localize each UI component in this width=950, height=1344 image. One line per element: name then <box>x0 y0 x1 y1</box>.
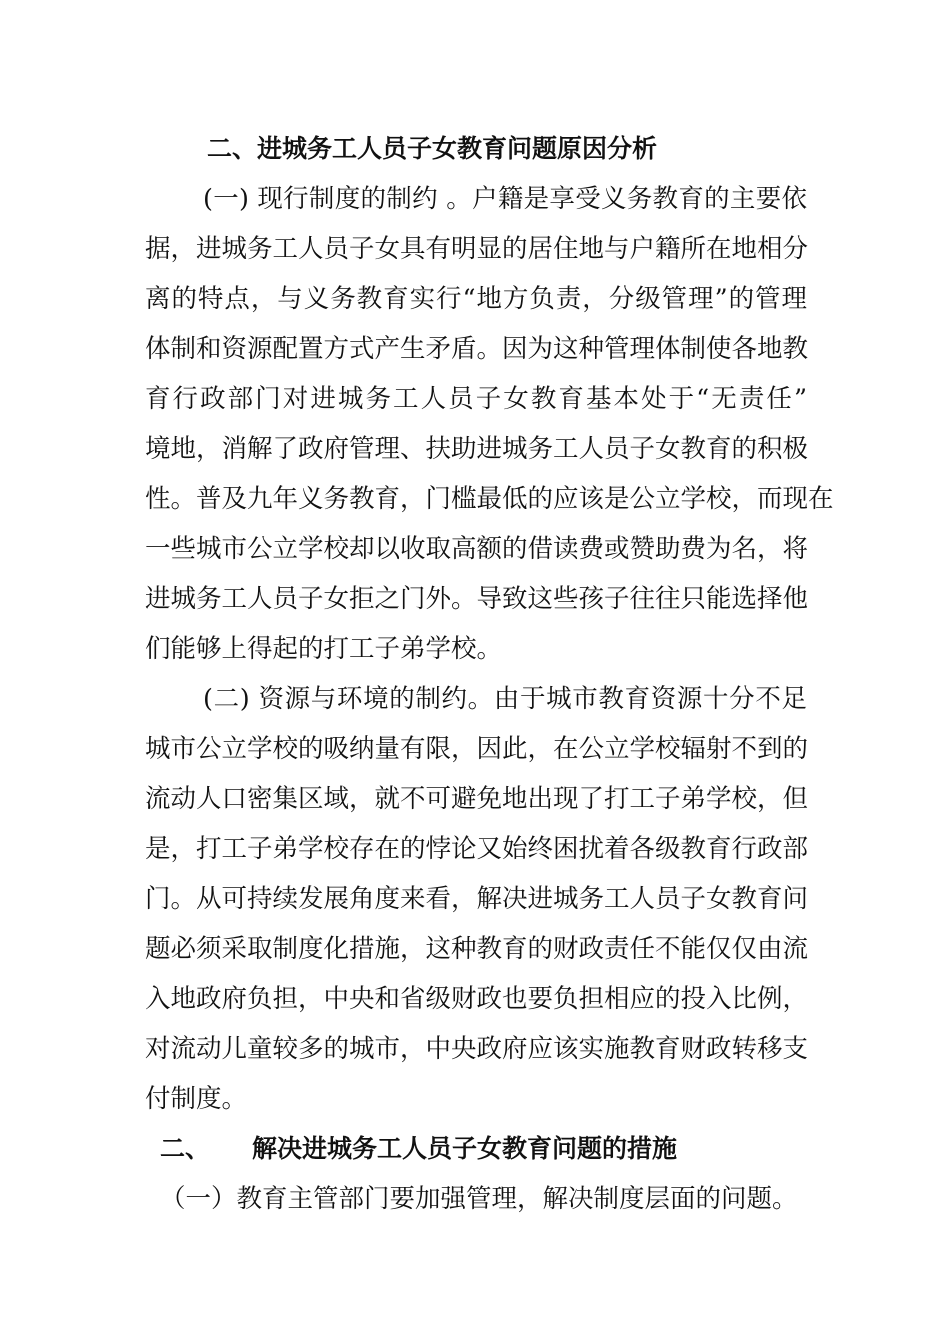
paragraph-line: 对流动儿童较多的城市，中央政府应该实施教育财政转移支 <box>145 1034 809 1064</box>
paragraph-line: 城市公立学校的吸纳量有限，因此，在公立学校辐射不到的 <box>145 734 809 764</box>
paragraph-line: （一）教育主管部门要加强管理，解决制度层面的问题。 <box>160 1184 798 1214</box>
paragraph-line: 付制度。 <box>145 1084 248 1114</box>
paragraph-line: 流动人口密集区域，就不可避免地出现了打工子弟学校，但 <box>145 784 809 814</box>
paragraph-line: 一些城市公立学校却以收取高额的借读费或赞助费为名，将 <box>145 534 809 564</box>
paragraph-line: 育行政部门对进城务工人员子女教育基本处于“无责任” <box>145 384 807 414</box>
paragraph-line: (一) 现行制度的制约 。户籍是享受义务教育的主要依 <box>203 184 807 214</box>
paragraph-line: 进城务工人员子女拒之门外。导致这些孩子往往只能选择他 <box>145 584 809 614</box>
paragraph-line: 门。从可持续发展角度来看，解决进城务工人员子女教育问 <box>145 884 809 914</box>
paragraph-line: 性。普及九年义务教育，门槛最低的应该是公立学校，而现在 <box>145 484 834 514</box>
section-number: 二、 <box>160 1134 211 1163</box>
paragraph-line: 据，进城务工人员子女具有明显的居住地与户籍所在地相分 <box>145 234 809 264</box>
paragraph-line: 是，打工子弟学校存在的悖论又始终困扰着各级教育行政部 <box>145 834 809 864</box>
paragraph-line: (二) 资源与环境的制约。由于城市教育资源十分不足 <box>203 684 807 714</box>
paragraph-line: 题必须采取制度化措施，这种教育的财政责任不能仅仅由流 <box>145 934 809 964</box>
paragraph-line: 入地政府负担，中央和省级财政也要负担相应的投入比例， <box>145 984 809 1014</box>
paragraph-line: 体制和资源配置方式产生矛盾。因为这种管理体制使各地教 <box>145 334 809 364</box>
paragraph-line: 离的特点，与义务教育实行“地方负责，分级管理”的管理 <box>145 284 807 314</box>
paragraph-line: 们能够上得起的打工子弟学校。 <box>145 634 503 664</box>
section-heading: 解决进城务工人员子女教育问题的措施 <box>252 1134 678 1163</box>
paragraph-line: 境地，消解了政府管理、扶助进城务工人员子女教育的积极 <box>145 434 809 464</box>
section-heading: 二、进城务工人员子女教育问题原因分析 <box>207 134 658 163</box>
